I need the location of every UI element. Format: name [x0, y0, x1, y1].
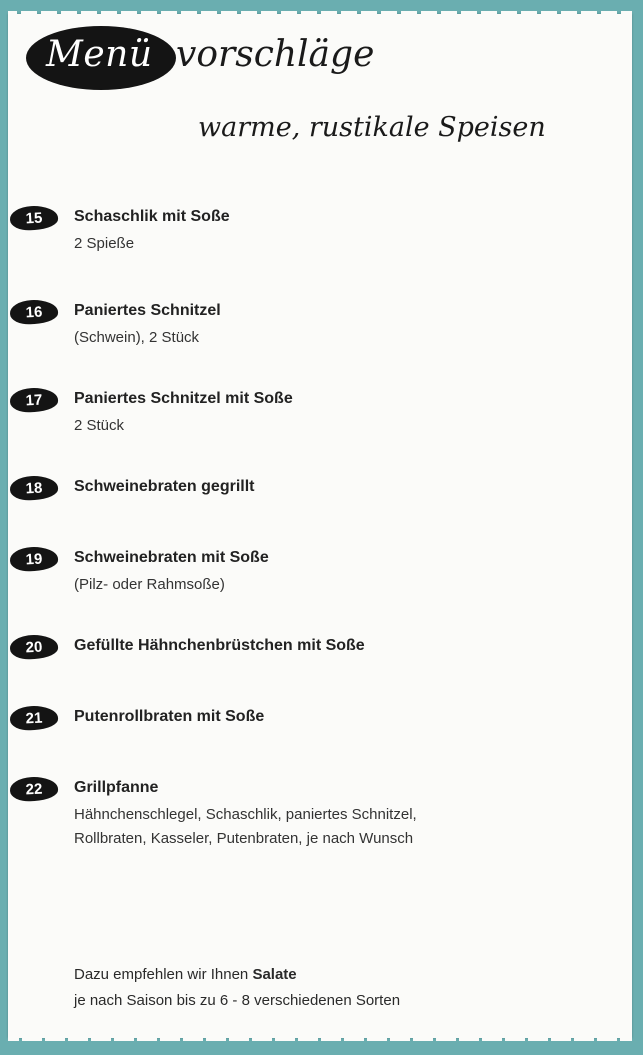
item-description — [74, 414, 124, 438]
menu-card — [8, 14, 632, 1038]
recommendation-line-2: je nach Saison bis zu 6 - 8 verschiedenen Sorten — [74, 992, 401, 1009]
item-name: Schweinebraten mit Soße — [74, 549, 269, 566]
item-description-line: 2 Spieße — [74, 235, 135, 252]
item-description — [74, 573, 225, 597]
recommendation-text: Dazu empfehlen wir Ihnen — [74, 966, 253, 983]
recommendation-line-1 — [74, 962, 400, 988]
item-description-line: (Schwein), 2 Stück — [74, 329, 200, 346]
item-number-badge: 19 — [9, 546, 58, 572]
item-name: Schweinebraten gegrillt — [74, 478, 255, 495]
item-number-badge: 20 — [9, 634, 58, 660]
recommendation-note — [74, 962, 400, 1014]
item-name: Putenrollbraten mit Soße — [74, 708, 265, 725]
item-description — [74, 326, 199, 350]
item-description-line: Hähnchenschlegel, Schaschlik, paniertes Schnitzel, — [74, 806, 417, 823]
item-number-badge: 22 — [9, 776, 58, 802]
recommendation-highlight: Salate — [252, 966, 297, 983]
item-name: Paniertes Schnitzel — [74, 302, 221, 319]
item-name: Grillpfanne — [74, 779, 159, 796]
item-number-badge: 21 — [9, 705, 58, 731]
item-description — [74, 803, 417, 851]
item-description-line: Rollbraten, Kasseler, Putenbraten, je nach Wunsch — [74, 830, 414, 847]
item-name: Gefüllte Hähnchenbrüstchen mit Soße — [74, 637, 365, 654]
item-number-badge: 15 — [9, 205, 58, 231]
item-number-badge: 17 — [9, 387, 58, 413]
item-number-badge: 16 — [9, 299, 58, 325]
item-description-line: (Pilz- oder Rahmsoße) — [74, 576, 225, 593]
item-number-badge: 18 — [9, 475, 58, 501]
item-name: Schaschlik mit Soße — [74, 208, 230, 225]
item-description-line: 2 Stück — [74, 417, 125, 434]
page-subtitle: warme, rustikale Speisen — [198, 112, 546, 143]
item-description — [74, 232, 134, 256]
title-part2: vorschläge — [176, 34, 375, 75]
item-name: Paniertes Schnitzel mit Soße — [74, 390, 293, 407]
title-part1: Menü — [46, 34, 153, 75]
